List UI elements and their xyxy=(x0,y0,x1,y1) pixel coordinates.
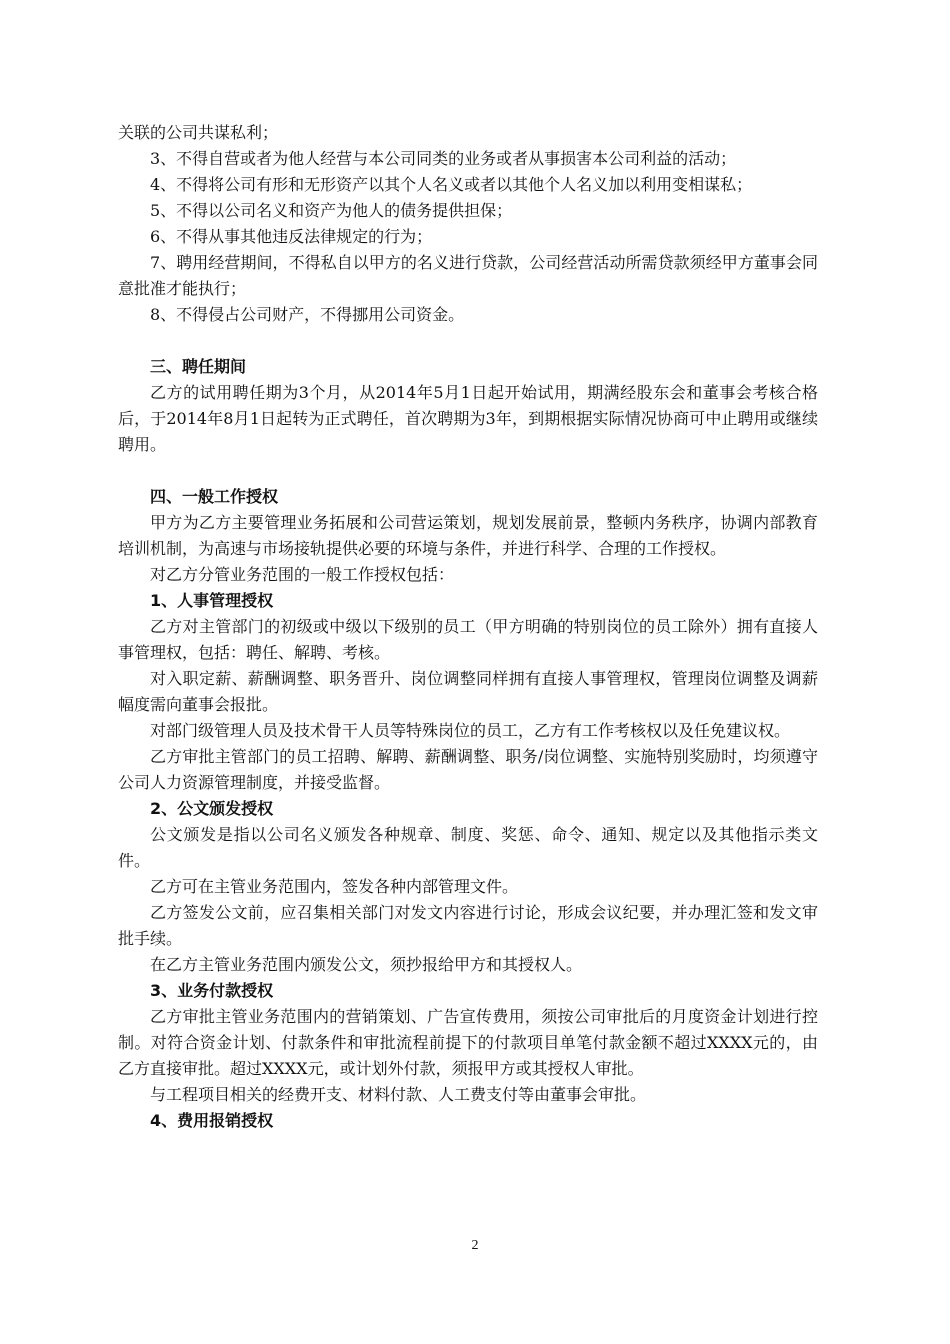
paragraph: 对入职定薪、薪酬调整、职务晋升、岗位调整同样拥有直接人事管理权，管理岗位调整及调薪幅度需向董事会报批。 xyxy=(118,669,818,714)
section-heading: 4、费用报销授权 xyxy=(150,1111,274,1130)
paragraph-gap xyxy=(118,458,818,484)
paragraph: 乙方对主管部门的初级或中级以下级别的员工（甲方明确的特别岗位的员工除外）拥有直接人事管理权，包括：聘任、解聘、考核。 xyxy=(118,617,818,662)
section-heading: 四、一般工作授权 xyxy=(150,487,279,506)
paragraph: 乙方审批主管业务范围内的营销策划、广告宣传费用，须按公司审批后的月度资金计划进行控制。对符合资金计划、付款条件和审批流程前提下的付款项目单笔付款金额不超过XXXX元的，由乙方直接审批。超过XXXX元，或计划外付款，须报甲方或其授权人审批。 xyxy=(118,1007,818,1078)
paragraph-gap xyxy=(118,328,818,354)
paragraph: 乙方的试用聘任期为3个月，从2014年5月1日起开始试用，期满经股东会和董事会考核合格后，于2014年8月1日起转为正式聘任，首次聘期为3年，到期根据实际情况协商可中止聘用或继续聘用。 xyxy=(118,383,818,454)
paragraph: 乙方签发公文前，应召集相关部门对发文内容进行讨论，形成会议纪要，并办理汇签和发文审批手续。 xyxy=(118,903,818,948)
section-heading: 三、聘任期间 xyxy=(150,357,247,376)
paragraph: 公文颁发是指以公司名义颁发各种规章、制度、奖惩、命令、通知、规定以及其他指示类文件。 xyxy=(118,825,818,870)
paragraph: 甲方为乙方主要管理业务拓展和公司营运策划，规划发展前景，整顿内务秩序，协调内部教育培训机制，为高速与市场接轨提供必要的环境与条件，并进行科学、合理的工作授权。 xyxy=(118,513,818,558)
paragraph: 5、不得以公司名义和资产为他人的债务提供担保； xyxy=(150,201,513,220)
section-heading: 2、公文颁发授权 xyxy=(150,799,274,818)
page-number: 2 xyxy=(471,1238,479,1253)
paragraph: 4、不得将公司有形和无形资产以其个人名义或者以其他个人名义加以利用变相谋私； xyxy=(150,175,753,194)
section-heading: 1、人事管理授权 xyxy=(150,591,274,610)
paragraph: 对部门级管理人员及技术骨干人员等特殊岗位的员工，乙方有工作考核权以及任免建议权。 xyxy=(150,721,791,740)
section-heading: 3、业务付款授权 xyxy=(150,981,274,1000)
paragraph: 3、不得自营或者为他人经营与本公司同类的业务或者从事损害本公司利益的活动； xyxy=(150,149,737,168)
paragraph: 乙方可在主管业务范围内，签发各种内部管理文件。 xyxy=(150,877,519,896)
paragraph: 在乙方主管业务范围内颁发公文，须抄报给甲方和其授权人。 xyxy=(150,955,583,974)
paragraph: 乙方审批主管部门的员工招聘、解聘、薪酬调整、职务/岗位调整、实施特别奖励时，均须遵守公司人力资源管理制度，并接受监督。 xyxy=(118,747,818,792)
paragraph: 7、聘用经营期间，不得私自以甲方的名义进行贷款，公司经营活动所需贷款须经甲方董事会同意批准才能执行； xyxy=(118,253,818,298)
paragraph: 关联的公司共谋私利； xyxy=(118,123,279,142)
paragraph: 8、不得侵占公司财产，不得挪用公司资金。 xyxy=(150,305,465,324)
paragraph: 对乙方分管业务范围的一般工作授权包括： xyxy=(150,565,455,584)
document-body xyxy=(118,120,818,1134)
paragraph: 6、不得从事其他违反法律规定的行为； xyxy=(150,227,433,246)
paragraph: 与工程项目相关的经费开支、材料付款、人工费支付等由董事会审批。 xyxy=(150,1085,647,1104)
